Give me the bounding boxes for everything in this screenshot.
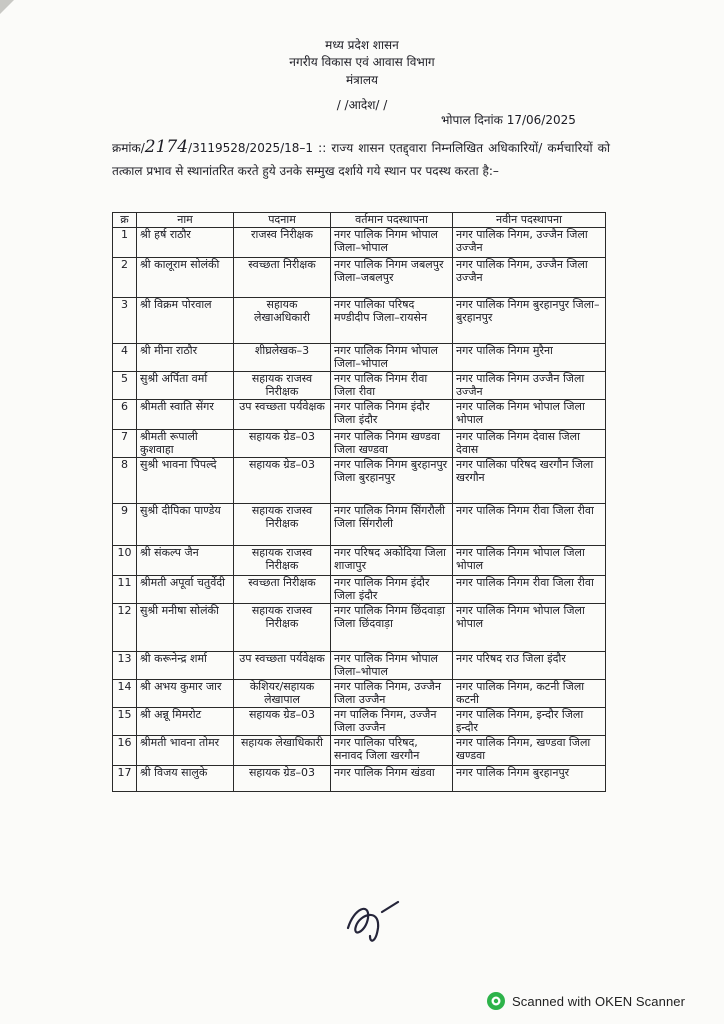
table-body (113, 228, 606, 792)
column-header-name: नाम (137, 213, 234, 228)
cell-designation: स्वच्छता निरीक्षक (234, 576, 331, 604)
cell-serial: 8 (113, 458, 137, 504)
cell-current-posting: नगर पालिक निगम, उज्जैन जिला उज्जैन (331, 680, 453, 708)
cell-current-posting: नग पालिक निगम, उज्जैन जिला उज्जैन (331, 708, 453, 736)
table-row (113, 604, 606, 652)
cell-current-posting: नगर पालिक निगम भोपाल जिला–भोपाल (331, 344, 453, 372)
cell-designation: उप स्वच्छता पर्यवेक्षक (234, 652, 331, 680)
cell-new-posting: नगर पालिक निगम उज्जैन जिला उज्जैन (453, 372, 606, 400)
table-row (113, 576, 606, 604)
cell-new-posting: नगर पालिक निगम, उज्जैन जिला उज्जैन (453, 258, 606, 298)
cell-new-posting: नगर पालिक निगम देवास जिला देवास (453, 430, 606, 458)
cell-designation: सहायक ग्रेड–03 (234, 458, 331, 504)
cell-current-posting: नगर परिषद अकोदिया जिला शाजापुर (331, 546, 453, 576)
cell-current-posting: नगर पालिका परिषद मण्डीदीप जिला–रायसेन (331, 298, 453, 344)
cell-current-posting: नगर पालिक निगम भोपाल जिला–भोपाल (331, 652, 453, 680)
cell-serial: 12 (113, 604, 137, 652)
cell-designation: सहायक लेखाधिकारी (234, 736, 331, 766)
cell-designation: सहायक राजस्व निरीक्षक (234, 372, 331, 400)
cell-serial: 7 (113, 430, 137, 458)
cell-serial: 16 (113, 736, 137, 766)
cell-serial: 2 (113, 258, 137, 298)
cell-serial: 11 (113, 576, 137, 604)
cell-serial: 14 (113, 680, 137, 708)
cell-current-posting: नगर पालिक निगम सिंगरौली जिला सिंगरौली (331, 504, 453, 546)
table-row (113, 430, 606, 458)
order-title: / /आदेश/ / (336, 98, 388, 112)
cell-serial: 3 (113, 298, 137, 344)
table-row (113, 344, 606, 372)
table-row (113, 766, 606, 792)
cell-designation: सहायक ग्रेड–03 (234, 430, 331, 458)
cell-serial: 4 (113, 344, 137, 372)
table-row (113, 708, 606, 736)
cell-serial: 5 (113, 372, 137, 400)
cell-new-posting: नगर पालिक निगम रीवा जिला रीवा (453, 504, 606, 546)
cell-name: सुश्री अर्पिता वर्मा (137, 372, 234, 400)
cell-name: श्रीमती भावना तोमर (137, 736, 234, 766)
cell-designation: सहायक राजस्व निरीक्षक (234, 504, 331, 546)
cell-designation: सहायक ग्रेड–03 (234, 708, 331, 736)
cell-current-posting: नगर पालिक निगम छिंदवाड़ा जिला छिंदवाड़ा (331, 604, 453, 652)
order-intro (112, 136, 610, 183)
cell-current-posting: नगर पालिक निगम इंदौर जिला इंदौर (331, 576, 453, 604)
table-row (113, 546, 606, 576)
table-row (113, 458, 606, 504)
cell-new-posting: नगर पालिक निगम, इन्दौर जिला इन्दौर (453, 708, 606, 736)
cell-current-posting: नगर पालिक निगम जबलपुर जिला–जबलपुर (331, 258, 453, 298)
cell-name: श्री हर्ष राठौर (137, 228, 234, 258)
table-row (113, 372, 606, 400)
cell-name: सुश्री मनीषा सोलंकी (137, 604, 234, 652)
cell-serial: 13 (113, 652, 137, 680)
cell-current-posting: नगर पालिक निगम खंडवा (331, 766, 453, 792)
department-name: नगरीय विकास एवं आवास विभाग (289, 55, 435, 69)
column-header-serial: क्र (113, 213, 137, 228)
table-row (113, 736, 606, 766)
scanner-label: Scanned with OKEN Scanner (512, 993, 686, 1009)
cell-current-posting: नगर पालिक निगम रीवा जिला रीवा (331, 372, 453, 400)
table-row (113, 680, 606, 708)
cell-designation: सहायक राजस्व निरीक्षक (234, 604, 331, 652)
table-header-row (113, 213, 606, 228)
cell-new-posting: नगर पालिक निगम, खण्डवा जिला खण्डवा (453, 736, 606, 766)
cell-name: श्री विक्रम पोरवाल (137, 298, 234, 344)
cell-new-posting: नगर पालिक निगम, उज्जैन जिला उज्जैन (453, 228, 606, 258)
cell-new-posting: नगर पालिक निगम मुरैना (453, 344, 606, 372)
cell-new-posting: नगर पालिक निगम बुरहानपुर जिला– बुरहानपुर (453, 298, 606, 344)
order-prefix: क्रमांक/ (112, 141, 145, 155)
cell-current-posting: नगर पालिक निगम खण्डवा जिला खण्डवा (331, 430, 453, 458)
cell-designation: राजस्व निरीक्षक (234, 228, 331, 258)
cell-name: श्री करूनेन्द्र शर्मा (137, 652, 234, 680)
cell-current-posting: नगर पालिक निगम बुरहानपुर जिला बुरहानपुर (331, 458, 453, 504)
cell-serial: 6 (113, 400, 137, 430)
cell-designation: केशियर/सहायक लेखापाल (234, 680, 331, 708)
cell-new-posting: नगर पालिक निगम रीवा जिला रीवा (453, 576, 606, 604)
cell-name: सुश्री दीपिका पाण्डेय (137, 504, 234, 546)
cell-new-posting: नगर पालिका परिषद खरगौन जिला खरगौन (453, 458, 606, 504)
table-row (113, 258, 606, 298)
cell-name: श्री कालूराम सोलंकी (137, 258, 234, 298)
cell-serial: 9 (113, 504, 137, 546)
table-row (113, 652, 606, 680)
signature-mark (340, 898, 410, 948)
cell-name: श्री संकल्प जैन (137, 546, 234, 576)
cell-new-posting: नगर पालिक निगम, कटनी जिला कटनी (453, 680, 606, 708)
cell-designation: सहायक राजस्व निरीक्षक (234, 546, 331, 576)
transfer-table (112, 212, 606, 792)
column-header-current-posting: वर्तमान पदस्थापना (331, 213, 453, 228)
column-header-designation: पदनाम (234, 213, 331, 228)
cell-name: श्रीमती स्वाति सेंगर (137, 400, 234, 430)
cell-new-posting: नगर पालिक निगम भोपाल जिला भोपाल (453, 604, 606, 652)
table-row (113, 228, 606, 258)
cell-serial: 15 (113, 708, 137, 736)
cell-serial: 10 (113, 546, 137, 576)
order-number: 2174 (144, 137, 189, 157)
cell-new-posting: नगर पालिक निगम बुरहानपुर (453, 766, 606, 792)
ministry-name: मंत्रालय (345, 73, 378, 87)
govt-name: मध्य प्रदेश शासन (325, 38, 399, 52)
cell-name: श्रीमती रूपाली कुशवाहा (137, 430, 234, 458)
cell-new-posting: नगर पालिक निगम भोपाल जिला भोपाल (453, 546, 606, 576)
cell-new-posting: नगर परिषद राउ जिला इंदौर (453, 652, 606, 680)
order-date: भोपाल दिनांक 17/06/2025 (441, 113, 576, 127)
column-header-new-posting: नवीन पदस्थापना (453, 213, 606, 228)
cell-name: श्री अन्नू मिमरोट (137, 708, 234, 736)
cell-current-posting: नगर पालिक निगम इंदौर जिला इंदौर (331, 400, 453, 430)
cell-name: श्री विजय सालुके (137, 766, 234, 792)
cell-designation: उप स्वच्छता पर्यवेक्षक (234, 400, 331, 430)
cell-new-posting: नगर पालिक निगम भोपाल जिला भोपाल (453, 400, 606, 430)
cell-designation: शीघ्रलेखक–3 (234, 344, 331, 372)
cell-serial: 17 (113, 766, 137, 792)
cell-name: श्री मीना राठौर (137, 344, 234, 372)
cell-designation: सहायक लेखाअधिकारी (234, 298, 331, 344)
cell-name: सुश्री भावना पिपल्दे (137, 458, 234, 504)
cell-designation: सहायक ग्रेड–03 (234, 766, 331, 792)
scan-corner-fold (0, 0, 14, 14)
table-row (113, 504, 606, 546)
table-row (113, 400, 606, 430)
cell-serial: 1 (113, 228, 137, 258)
oken-scanner-logo-icon (486, 991, 506, 1011)
scanner-watermark (486, 991, 685, 1011)
cell-name: श्री अभय कुमार जार (137, 680, 234, 708)
cell-designation: स्वच्छता निरीक्षक (234, 258, 331, 298)
table-row (113, 298, 606, 344)
cell-name: श्रीमती अपूर्वा चतुर्वेदी (137, 576, 234, 604)
order-body-text: /3119528/2025/18–1 :: राज्य शासन एतद्द्वारा निम्नलिखित अधिकारियों/ कर्मचारियों को तत्काल प्रभाव से स्थानांतरित करते हुये उनके सम्मुख दर्शाये गये स्थान पर पदस्थ करता है:– (112, 141, 610, 178)
cell-current-posting: नगर पालिका परिषद, सनावद जिला खरगौन (331, 736, 453, 766)
cell-current-posting: नगर पालिक निगम भोपाल जिला–भोपाल (331, 228, 453, 258)
